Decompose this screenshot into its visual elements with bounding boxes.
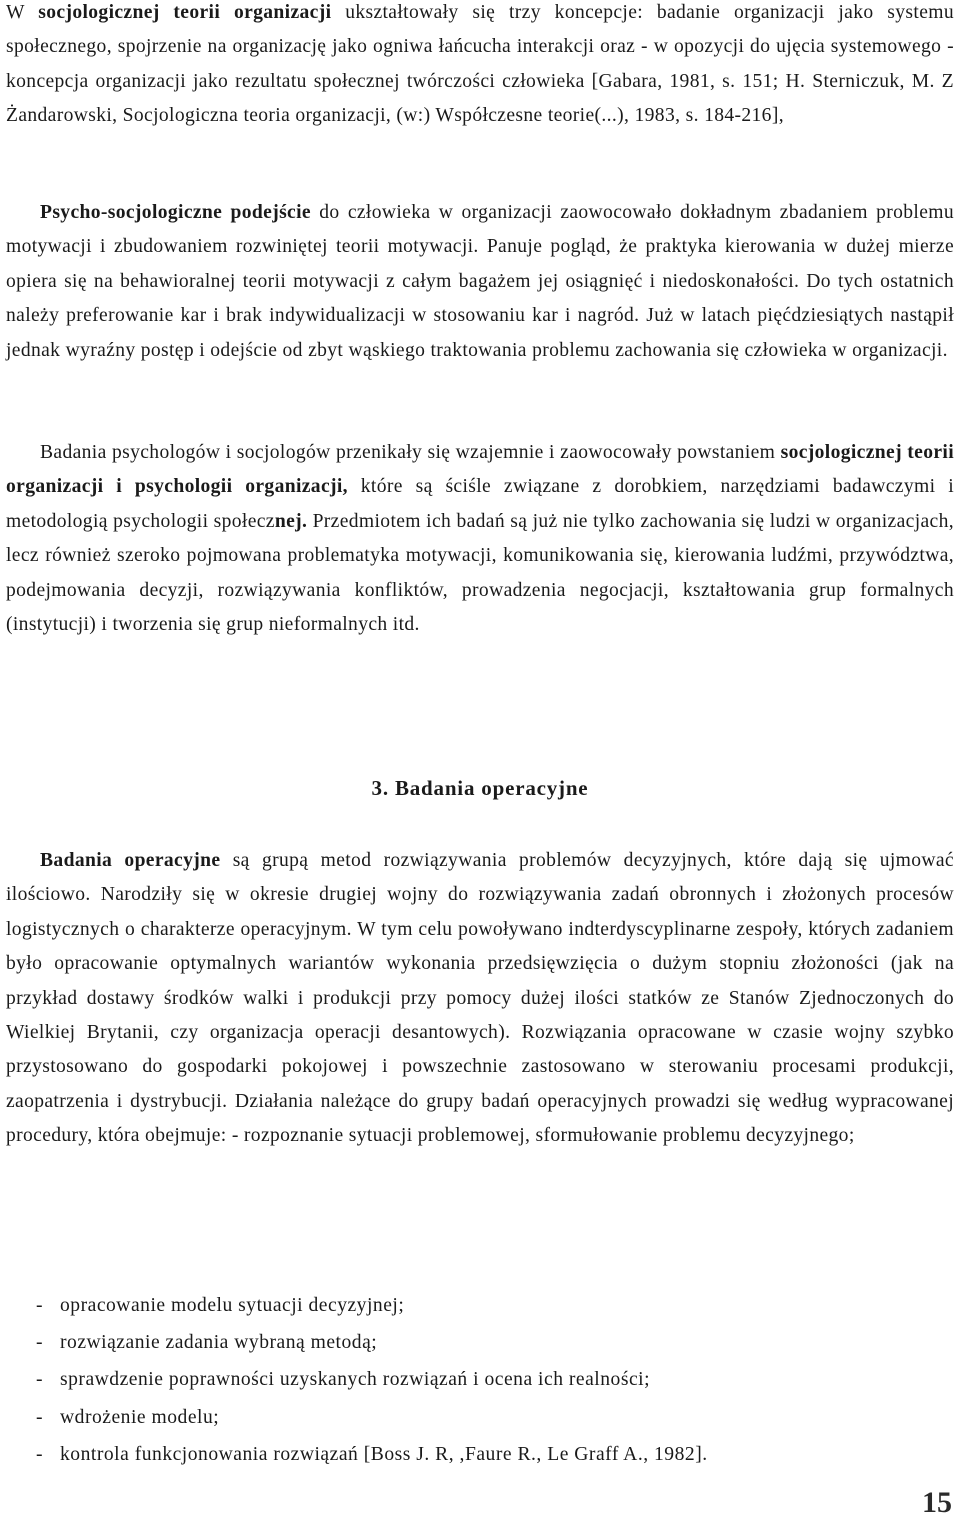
section-heading: 3. Badania operacyjne — [371, 776, 589, 800]
paragraph-research-psychologists — [6, 436, 954, 642]
bold-term: Psycho-socjologiczne podejście — [40, 202, 311, 223]
list-item — [36, 1436, 708, 1473]
bold-term: socjologicznej teorii organizacji i psychologii organizacji, — [6, 442, 954, 498]
list-dash: - — [36, 1295, 44, 1316]
paragraph-text: są grupą metod rozwiązywania problemów decyzyjnych, które dają się ujmować ilościowo. Narodziły się w okresie drugiej wojny do rozwiązywania zadań obronnych i złożonych procesów logistycznych o charakterze operacyjnym. W tym celu powoływano indterdyscyplinarne zespoły, których zadaniem było opracowanie optymalnych wariantów wykonania przedsięwzięcia o dużym stopniu złożoności (jak na przykład dostawy środków walki i produkcji przy pomocy dużej ilości statków ze Stanów Zjednoczonych do Wielkiej Brytanii, czy organizacja operacji desantowych). Rozwiązania opracowane w czasie wojny szybko przystosowano do gospodarki pokojowej i powszechnie zastosowano w sterowaniu procesami produkcji, zaopatrzenia i dystrybucji. Działania należące do grupy badań operacyjnych prowadzi się według wypracowanej procedury, która obejmuje: - rozpoznanie sytuacji problemowej, sformułowanie problemu decyzyjnego; — [6, 850, 954, 1147]
bold-term: Badania operacyjne — [40, 850, 221, 871]
paragraph-psycho-sociological — [6, 196, 954, 368]
list-dash: - — [36, 1369, 44, 1391]
list-dash: - — [36, 1443, 44, 1465]
paragraph-text: które są ściśle związane z dorobkiem, narzędziami badawczymi i metodologią psychologii społecz — [6, 476, 954, 532]
list-item-text: rozwiązanie zadania wybraną metodą; — [60, 1332, 378, 1354]
list-item — [36, 1399, 708, 1436]
paragraph-text: Przedmiotem ich badań są już nie tylko zachowania się ludzi w organizacjach, lecz również szeroko pojmowana problematyka motywacji, komunikowania się, kierowania ludźmi, przywództwa, podejmowania decyzji, rozwiązywania konfliktów, prowadzenia negocjacji, kształtowania grup formalnych (instytucji) i tworzenia się grup nieformalnych itd. — [6, 510, 954, 636]
paragraph-operational-research — [6, 844, 954, 1154]
list-item — [36, 1287, 708, 1324]
paragraph-sociological-theory — [6, 0, 954, 134]
bold-fragment: nej. — [274, 510, 308, 532]
list-dash: - — [36, 1406, 44, 1428]
list-item-text: kontrola funkcjonowania rozwiązań [Boss J. R, ,Faure R., Le Graff A., 1982]. — [60, 1443, 708, 1465]
paragraph-text: ukształtowały się trzy koncepcje: badanie organizacji jako systemu społecznego, spojrzenie na organizację jako ogniwa łańcucha interakcji oraz - w opozycji do ujęcia systemowego - koncepcja organizacji jako rezultatu społecznej twórczości człowieka [Gabara, 1981, s. 151; H. Sterniczuk, M. Z Żandarowski, Socjologiczna teoria organizacji, (w:) Współczesne teorie(...), 1983, s. 184-216], — [6, 2, 954, 127]
procedure-steps-list — [36, 1287, 708, 1473]
list-item — [36, 1361, 708, 1398]
paragraph-text: do człowieka w organizacji zaowocowało dokładnym zbadaniem problemu motywacji i zbudowaniem rozwiniętej teorii motywacji. Panuje pogląd, że praktyka kierowania w dużej mierze opiera się na behawioralnej teorii motywacji z całym bagażem jej osiągnięć i niedoskonałości. Do tych ostatnich należy preferowanie kar i brak indywidualizacji w stosowaniu kar i nagród. Już w latach pięćdziesiątych nastąpił jednak wyraźny postęp i odejście od zbyt wąskiego traktowania problemu zachowania się człowieka w organizacji. — [6, 202, 954, 361]
page-number: 15 — [922, 1486, 952, 1519]
list-item-text: opracowanie modelu sytuacji decyzyjnej; — [60, 1295, 405, 1316]
list-item-text: wdrożenie modelu; — [60, 1406, 220, 1428]
list-item-text: sprawdzenie poprawności uzyskanych rozwiązań i ocena ich realności; — [60, 1369, 651, 1391]
list-item — [36, 1324, 708, 1361]
bold-term: socjologicznej teorii organizacji — [38, 2, 332, 23]
paragraph-text: W — [6, 2, 39, 23]
paragraph-text: Badania psychologów i socjologów przenikały się wzajemnie i zaowocowały powstaniem — [40, 442, 781, 463]
list-dash: - — [36, 1332, 44, 1354]
